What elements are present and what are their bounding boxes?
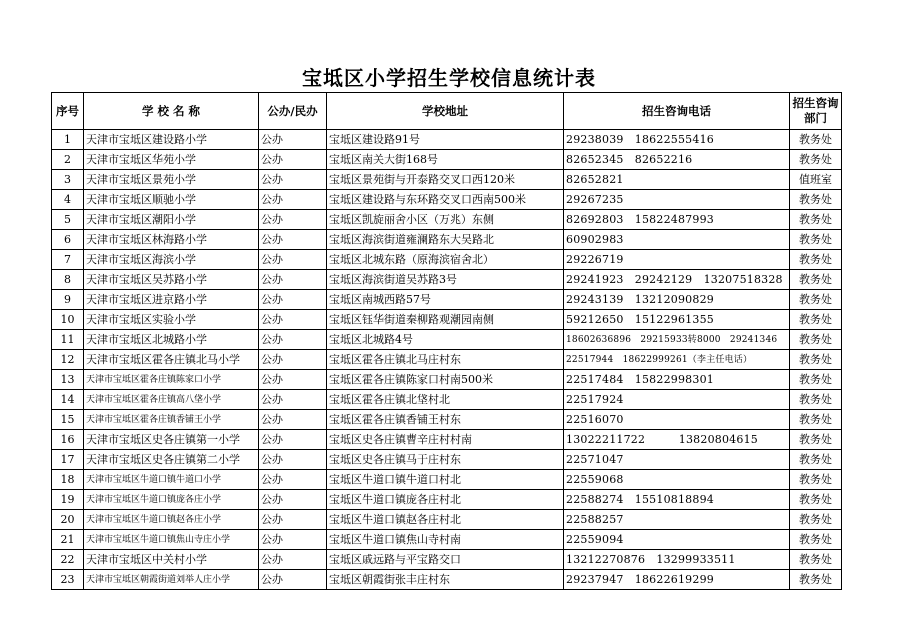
cell-school-name: 天津市宝坻区潮阳小学 [84, 210, 259, 230]
cell-dept: 教务处 [790, 510, 842, 530]
cell-phone: 29241923 29242129 13207518328 [564, 270, 790, 290]
page-title: 宝坻区小学招生学校信息统计表 [302, 66, 596, 90]
cell-school-name: 天津市宝坻区景苑小学 [84, 170, 259, 190]
cell-school-name: 天津市宝坻区霍各庄镇香铺王小学 [84, 410, 259, 430]
cell-address: 宝坻区牛道口镇焦山寺村南 [327, 530, 564, 550]
cell-type: 公办 [259, 310, 327, 330]
cell-type: 公办 [259, 170, 327, 190]
cell-address: 宝坻区南关大街168号 [327, 150, 564, 170]
table-body [52, 130, 842, 590]
cell-phone: 22588274 15510818894 [564, 490, 790, 510]
cell-address: 宝坻区史各庄镇马于庄村东 [327, 450, 564, 470]
cell-phone: 59212650 15122961355 [564, 310, 790, 330]
cell-no: 12 [52, 350, 84, 370]
header-no: 序号 [52, 93, 84, 130]
cell-dept: 教务处 [790, 350, 842, 370]
cell-school-name: 天津市宝坻区牛道口镇赵各庄小学 [84, 510, 259, 530]
cell-phone: 18602636896 29215933转8000 29241346 [564, 330, 790, 350]
cell-dept: 教务处 [790, 470, 842, 490]
cell-no: 21 [52, 530, 84, 550]
cell-address: 宝坻区凯旋丽舍小区（万兆）东侧 [327, 210, 564, 230]
cell-address: 宝坻区朝霞街张丰庄村东 [327, 570, 564, 590]
school-info-table [51, 92, 842, 590]
table-row [52, 170, 842, 190]
table-row [52, 330, 842, 350]
cell-school-name: 天津市宝坻区林海路小学 [84, 230, 259, 250]
cell-type: 公办 [259, 390, 327, 410]
table-row [52, 550, 842, 570]
table-row [52, 430, 842, 450]
table-row [52, 490, 842, 510]
cell-phone: 22588257 [564, 510, 790, 530]
cell-phone: 22559068 [564, 470, 790, 490]
cell-no: 23 [52, 570, 84, 590]
cell-address: 宝坻区牛道口镇庞各庄村北 [327, 490, 564, 510]
cell-dept: 教务处 [790, 230, 842, 250]
table-row [52, 130, 842, 150]
cell-phone: 82652345 82652216 [564, 150, 790, 170]
table-row [52, 350, 842, 370]
cell-no: 5 [52, 210, 84, 230]
cell-dept: 教务处 [790, 150, 842, 170]
cell-school-name: 天津市宝坻区建设路小学 [84, 130, 259, 150]
cell-no: 9 [52, 290, 84, 310]
cell-address: 宝坻区霍各庄镇陈家口村南500米 [327, 370, 564, 390]
cell-address: 宝坻区牛道口镇赵各庄村北 [327, 510, 564, 530]
cell-no: 15 [52, 410, 84, 430]
cell-school-name: 天津市宝坻区牛道口镇庞各庄小学 [84, 490, 259, 510]
cell-type: 公办 [259, 550, 327, 570]
cell-type: 公办 [259, 370, 327, 390]
cell-no: 13 [52, 370, 84, 390]
header-type: 公办/民办 [259, 93, 327, 130]
cell-dept: 教务处 [790, 270, 842, 290]
cell-dept: 教务处 [790, 530, 842, 550]
cell-type: 公办 [259, 470, 327, 490]
header-address: 学校地址 [327, 93, 564, 130]
cell-no: 22 [52, 550, 84, 570]
cell-school-name: 天津市宝坻区霍各庄镇陈家口小学 [84, 370, 259, 390]
cell-school-name: 天津市宝坻区史各庄镇第一小学 [84, 430, 259, 450]
cell-phone: 22571047 [564, 450, 790, 470]
cell-type: 公办 [259, 410, 327, 430]
cell-dept: 值班室 [790, 170, 842, 190]
table-row [52, 450, 842, 470]
cell-phone: 82692803 15822487993 [564, 210, 790, 230]
cell-type: 公办 [259, 190, 327, 210]
cell-phone: 13022211722 13820804615 [564, 430, 790, 450]
cell-dept: 教务处 [790, 550, 842, 570]
cell-dept: 教务处 [790, 450, 842, 470]
cell-type: 公办 [259, 450, 327, 470]
cell-phone: 22516070 [564, 410, 790, 430]
cell-type: 公办 [259, 490, 327, 510]
cell-address: 宝坻区戚远路与平宝路交口 [327, 550, 564, 570]
cell-no: 17 [52, 450, 84, 470]
cell-address: 宝坻区霍各庄镇北马庄村东 [327, 350, 564, 370]
cell-type: 公办 [259, 290, 327, 310]
cell-school-name: 天津市宝坻区吴苏路小学 [84, 270, 259, 290]
cell-type: 公办 [259, 350, 327, 370]
cell-no: 10 [52, 310, 84, 330]
cell-phone: 29237947 18622619299 [564, 570, 790, 590]
cell-dept: 教务处 [790, 330, 842, 350]
cell-dept: 教务处 [790, 430, 842, 450]
cell-type: 公办 [259, 570, 327, 590]
table-row [52, 250, 842, 270]
cell-address: 宝坻区景苑街与开泰路交叉口西120米 [327, 170, 564, 190]
cell-no: 4 [52, 190, 84, 210]
header-phone: 招生咨询电话 [564, 93, 790, 130]
cell-no: 20 [52, 510, 84, 530]
cell-type: 公办 [259, 270, 327, 290]
cell-type: 公办 [259, 130, 327, 150]
table-row [52, 310, 842, 330]
cell-address: 宝坻区史各庄镇曹辛庄村村南 [327, 430, 564, 450]
cell-type: 公办 [259, 230, 327, 250]
cell-address: 宝坻区钰华街道秦柳路观潮园南侧 [327, 310, 564, 330]
cell-no: 14 [52, 390, 84, 410]
cell-dept: 教务处 [790, 290, 842, 310]
cell-dept: 教务处 [790, 390, 842, 410]
cell-address: 宝坻区海滨街道雍澜路东大吴路北 [327, 230, 564, 250]
cell-type: 公办 [259, 530, 327, 550]
cell-phone: 82652821 [564, 170, 790, 190]
cell-school-name: 天津市宝坻区霍各庄镇高八垡小学 [84, 390, 259, 410]
cell-school-name: 天津市宝坻区朝霞街道刘举人庄小学 [84, 570, 259, 590]
cell-phone: 22517944 18622999261（李主任电话） [564, 350, 790, 370]
cell-no: 19 [52, 490, 84, 510]
cell-phone: 22559094 [564, 530, 790, 550]
table-row [52, 390, 842, 410]
cell-address: 宝坻区北城路4号 [327, 330, 564, 350]
cell-no: 7 [52, 250, 84, 270]
cell-address: 宝坻区南城西路57号 [327, 290, 564, 310]
cell-school-name: 天津市宝坻区牛道口镇焦山寺庄小学 [84, 530, 259, 550]
cell-type: 公办 [259, 150, 327, 170]
cell-no: 1 [52, 130, 84, 150]
cell-address: 宝坻区牛道口镇牛道口村北 [327, 470, 564, 490]
cell-no: 8 [52, 270, 84, 290]
cell-school-name: 天津市宝坻区中关村小学 [84, 550, 259, 570]
table-header-row [52, 93, 842, 130]
cell-dept: 教务处 [790, 130, 842, 150]
cell-school-name: 天津市宝坻区华苑小学 [84, 150, 259, 170]
cell-school-name: 天津市宝坻区北城路小学 [84, 330, 259, 350]
cell-address: 宝坻区建设路91号 [327, 130, 564, 150]
cell-dept: 教务处 [790, 190, 842, 210]
table-row [52, 530, 842, 550]
header-dept: 招生咨询部门 [790, 93, 842, 130]
cell-dept: 教务处 [790, 310, 842, 330]
cell-type: 公办 [259, 210, 327, 230]
table-row [52, 150, 842, 170]
cell-dept: 教务处 [790, 570, 842, 590]
table-row [52, 410, 842, 430]
cell-school-name: 天津市宝坻区进京路小学 [84, 290, 259, 310]
cell-phone: 29238039 18622555416 [564, 130, 790, 150]
table-row [52, 230, 842, 250]
cell-school-name: 天津市宝坻区海滨小学 [84, 250, 259, 270]
table-row [52, 270, 842, 290]
cell-school-name: 天津市宝坻区霍各庄镇北马小学 [84, 350, 259, 370]
cell-address: 宝坻区建设路与东环路交叉口西南500米 [327, 190, 564, 210]
cell-no: 2 [52, 150, 84, 170]
header-school-name: 学 校 名 称 [84, 93, 259, 130]
table-row [52, 370, 842, 390]
cell-address: 宝坻区海滨街道吴苏路3号 [327, 270, 564, 290]
cell-phone: 29267235 [564, 190, 790, 210]
cell-type: 公办 [259, 430, 327, 450]
table-row [52, 470, 842, 490]
cell-dept: 教务处 [790, 250, 842, 270]
cell-address: 宝坻区霍各庄镇北垡村北 [327, 390, 564, 410]
cell-dept: 教务处 [790, 210, 842, 230]
cell-phone: 22517484 15822998301 [564, 370, 790, 390]
cell-no: 18 [52, 470, 84, 490]
cell-school-name: 天津市宝坻区牛道口镇牛道口小学 [84, 470, 259, 490]
cell-no: 11 [52, 330, 84, 350]
cell-phone: 13212270876 13299933511 [564, 550, 790, 570]
table-row [52, 570, 842, 590]
cell-school-name: 天津市宝坻区顺驰小学 [84, 190, 259, 210]
cell-dept: 教务处 [790, 490, 842, 510]
cell-no: 6 [52, 230, 84, 250]
cell-type: 公办 [259, 330, 327, 350]
cell-no: 3 [52, 170, 84, 190]
table-row [52, 190, 842, 210]
cell-dept: 教务处 [790, 370, 842, 390]
cell-no: 16 [52, 430, 84, 450]
cell-address: 宝坻区霍各庄镇香铺王村东 [327, 410, 564, 430]
table-row [52, 510, 842, 530]
cell-phone: 29226719 [564, 250, 790, 270]
cell-phone: 22517924 [564, 390, 790, 410]
cell-phone: 29243139 13212090829 [564, 290, 790, 310]
cell-phone: 60902983 [564, 230, 790, 250]
cell-address: 宝坻区北城东路（原海滨宿舍北） [327, 250, 564, 270]
cell-dept: 教务处 [790, 410, 842, 430]
cell-type: 公办 [259, 510, 327, 530]
cell-type: 公办 [259, 250, 327, 270]
table-row [52, 290, 842, 310]
cell-school-name: 天津市宝坻区史各庄镇第二小学 [84, 450, 259, 470]
table-row [52, 210, 842, 230]
cell-school-name: 天津市宝坻区实验小学 [84, 310, 259, 330]
